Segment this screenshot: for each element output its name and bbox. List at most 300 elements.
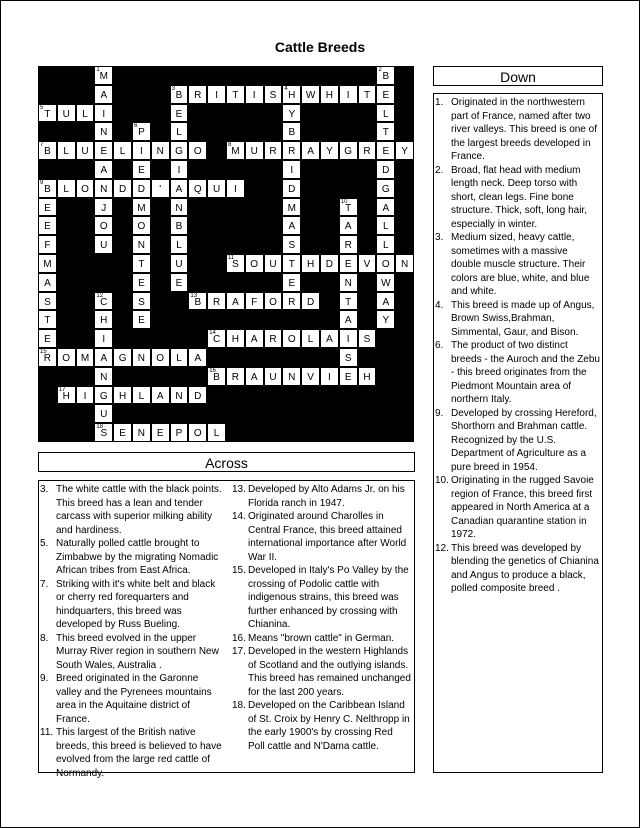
cell-letter: I xyxy=(290,165,294,176)
clue-number: 9 xyxy=(40,179,44,186)
clue-number: 2 xyxy=(378,67,382,73)
grid-cell[interactable] xyxy=(132,386,151,405)
grid-cell[interactable] xyxy=(301,85,320,104)
cell-letter: M xyxy=(287,202,296,214)
cell-letter: G xyxy=(344,146,353,158)
grid-cell[interactable] xyxy=(132,292,151,311)
cell-letter: B xyxy=(44,183,51,195)
grid-cell[interactable] xyxy=(245,85,264,104)
cell-letter: G xyxy=(99,390,108,402)
grid-cell[interactable] xyxy=(94,386,113,405)
grid-cell[interactable] xyxy=(376,292,395,311)
grid-cell[interactable] xyxy=(320,141,339,160)
grid-cell[interactable] xyxy=(282,367,301,386)
grid-cell[interactable] xyxy=(38,348,57,367)
cell-letter: B xyxy=(175,89,183,101)
clue-number: 3. xyxy=(435,232,444,243)
grid-cell[interactable] xyxy=(113,423,132,442)
clue-item xyxy=(232,699,412,753)
grid-cell[interactable] xyxy=(38,179,57,198)
grid-cell[interactable] xyxy=(132,122,151,141)
grid-cell[interactable] xyxy=(38,273,57,292)
grid-cell[interactable] xyxy=(132,216,151,235)
grid-cell[interactable] xyxy=(132,198,151,217)
clue-item xyxy=(232,510,412,564)
cell-letter: H xyxy=(306,259,315,270)
grid-cell[interactable] xyxy=(226,254,245,273)
grid-cell[interactable] xyxy=(94,104,113,123)
grid-cell[interactable] xyxy=(339,292,358,311)
clue-number: 8. xyxy=(40,632,49,644)
grid-cell[interactable] xyxy=(94,85,113,104)
grid-cell[interactable] xyxy=(170,273,189,292)
cell-letter: L xyxy=(119,146,126,158)
clue-number: 6. xyxy=(435,340,444,351)
grid-cell[interactable] xyxy=(94,348,113,367)
grid-cell[interactable] xyxy=(282,160,301,179)
grid-cell[interactable] xyxy=(358,329,377,348)
grid-cell[interactable] xyxy=(376,160,395,179)
cell-letter: U xyxy=(62,108,70,120)
grid-cell[interactable] xyxy=(226,292,245,311)
cell-letter: H xyxy=(288,89,296,101)
grid-cell[interactable] xyxy=(376,273,395,292)
grid-cell[interactable] xyxy=(170,141,189,160)
cell-letter: N xyxy=(100,371,108,383)
cell-letter: R xyxy=(344,240,352,252)
grid-cell[interactable] xyxy=(339,310,358,329)
cell-letter: T xyxy=(232,89,239,101)
cell-letter: S xyxy=(288,240,296,252)
clue-number: 14. xyxy=(232,511,246,522)
grid-cell[interactable] xyxy=(264,85,283,104)
grid-cell[interactable] xyxy=(245,329,264,348)
cell-letter: R xyxy=(212,296,221,308)
grid-cell[interactable] xyxy=(170,348,189,367)
grid-cell[interactable] xyxy=(395,254,414,273)
grid-cell[interactable] xyxy=(188,141,207,160)
grid-cell[interactable] xyxy=(132,254,151,273)
cell-letter: U xyxy=(250,146,258,158)
grid-cell[interactable] xyxy=(170,160,189,179)
cell-letter: I xyxy=(102,108,106,120)
cell-letter: O xyxy=(193,146,202,158)
grid-cell[interactable] xyxy=(94,141,113,160)
grid-cell[interactable] xyxy=(245,254,264,273)
cell-letter: N xyxy=(344,277,352,289)
cell-letter: I xyxy=(102,334,106,346)
grid-cell[interactable] xyxy=(301,254,320,273)
cell-letter: L xyxy=(307,334,314,346)
grid-cell[interactable] xyxy=(301,367,320,386)
cell-letter: N xyxy=(156,146,164,158)
clue-text: Originating in the rugged Savoie region of France, this breed first appeared in North America at a Canadian quarantine station in 1972. xyxy=(451,475,594,540)
cell-letter: D xyxy=(382,165,390,176)
grid-cell[interactable] xyxy=(113,179,132,198)
grid-cell[interactable] xyxy=(376,104,395,123)
grid-cell[interactable] xyxy=(339,85,358,104)
grid-cell[interactable] xyxy=(282,273,301,292)
grid-cell[interactable] xyxy=(94,292,113,311)
clue-number: 4. xyxy=(435,299,444,311)
grid-cell[interactable] xyxy=(76,386,95,405)
cell-letter: I xyxy=(252,89,256,101)
cell-letter: N xyxy=(100,183,108,195)
grid-cell[interactable] xyxy=(264,254,283,273)
cell-letter: L xyxy=(213,428,220,440)
cell-letter: O xyxy=(250,259,259,270)
grid-cell[interactable] xyxy=(282,216,301,235)
grid-cell[interactable] xyxy=(282,104,301,123)
grid-cell[interactable] xyxy=(57,104,76,123)
clue-number: 10. xyxy=(435,475,449,486)
clue-number: 5. xyxy=(40,538,49,549)
grid-cell[interactable] xyxy=(339,141,358,160)
across-clues-left xyxy=(40,483,225,780)
grid-cell[interactable] xyxy=(132,348,151,367)
grid-cell[interactable] xyxy=(226,329,245,348)
grid-cell[interactable] xyxy=(339,329,358,348)
grid-cell[interactable] xyxy=(339,254,358,273)
grid-cell[interactable] xyxy=(282,85,301,104)
clue-text: Breed originated in the Garonne valley and the Pyrenees mountains area in the Aquitaine district of France. xyxy=(56,673,212,725)
grid-cell[interactable] xyxy=(170,235,189,254)
grid-cell[interactable] xyxy=(76,104,95,123)
cell-letter: I xyxy=(346,89,350,101)
clue-number: 12 xyxy=(96,292,104,299)
crossword-grid xyxy=(38,66,414,442)
grid-cell[interactable] xyxy=(113,386,132,405)
grid-cell[interactable] xyxy=(151,348,170,367)
cell-letter: R xyxy=(43,353,52,364)
grid-cell[interactable] xyxy=(376,310,395,329)
cell-letter: A xyxy=(194,353,202,364)
grid-cell[interactable] xyxy=(282,292,301,311)
grid-cell[interactable] xyxy=(226,85,245,104)
clue-text: Means "brown cattle" in German. xyxy=(248,632,395,644)
grid-cell[interactable] xyxy=(38,310,57,329)
grid-cell[interactable] xyxy=(282,329,301,348)
grid-cell[interactable] xyxy=(376,66,395,85)
grid-cell[interactable] xyxy=(188,179,207,198)
cell-letter: A xyxy=(382,202,390,214)
clue-item xyxy=(435,339,600,407)
grid-cell[interactable] xyxy=(170,104,189,123)
grid-cell[interactable] xyxy=(282,179,301,198)
clue-number: 14 xyxy=(209,330,216,337)
grid-cell[interactable] xyxy=(264,141,283,160)
grid-cell[interactable] xyxy=(282,141,301,160)
cell-letter: U xyxy=(269,371,277,383)
grid-cell[interactable] xyxy=(376,85,395,104)
grid-cell[interactable] xyxy=(151,179,170,198)
grid-cell[interactable] xyxy=(376,235,395,254)
grid-cell[interactable] xyxy=(358,254,377,273)
grid-cell[interactable] xyxy=(207,292,226,311)
cell-letter: L xyxy=(383,221,389,233)
grid-cell[interactable] xyxy=(339,273,358,292)
grid-cell[interactable] xyxy=(264,329,283,348)
grid-cell[interactable] xyxy=(94,423,113,442)
clue-number: 9. xyxy=(435,407,444,419)
grid-cell[interactable] xyxy=(301,292,320,311)
grid-cell[interactable] xyxy=(94,66,113,85)
cell-letter: A xyxy=(250,371,258,383)
cell-letter: L xyxy=(383,240,389,252)
grid-cell[interactable] xyxy=(245,367,264,386)
grid-cell[interactable] xyxy=(320,329,339,348)
grid-cell[interactable] xyxy=(132,273,151,292)
grid-cell[interactable] xyxy=(207,367,226,386)
grid-cell[interactable] xyxy=(132,160,151,179)
grid-cell[interactable] xyxy=(301,329,320,348)
clue-item xyxy=(232,632,412,646)
clue-number: 13. xyxy=(232,484,246,495)
grid-cell[interactable] xyxy=(188,386,207,405)
cell-letter: O xyxy=(287,334,296,346)
grid-cell[interactable] xyxy=(170,122,189,141)
clue-number: 5 xyxy=(40,104,44,111)
clue-number: 18. xyxy=(232,700,246,711)
grid-cell[interactable] xyxy=(151,386,170,405)
clue-text: This breed evolved in the upper Murray River region in southern New South Wales, Australia . xyxy=(56,632,219,671)
grid-cell[interactable] xyxy=(132,179,151,198)
cell-letter: F xyxy=(44,240,51,252)
grid-cell[interactable] xyxy=(339,367,358,386)
grid-cell[interactable] xyxy=(282,122,301,141)
grid-cell[interactable] xyxy=(76,179,95,198)
cell-letter: D xyxy=(194,390,202,402)
grid-cell[interactable] xyxy=(339,216,358,235)
grid-cell[interactable] xyxy=(170,386,189,405)
cell-letter: C xyxy=(212,334,221,346)
grid-cell[interactable] xyxy=(358,85,377,104)
cell-letter: O xyxy=(99,221,108,233)
grid-cell[interactable] xyxy=(226,141,245,160)
clue-item xyxy=(40,632,225,673)
grid-cell[interactable] xyxy=(376,179,395,198)
grid-cell[interactable] xyxy=(282,254,301,273)
grid-cell[interactable] xyxy=(38,235,57,254)
grid-cell[interactable] xyxy=(339,235,358,254)
cell-letter: E xyxy=(138,277,145,289)
cell-letter: E xyxy=(44,334,51,346)
cell-letter: B xyxy=(175,221,183,233)
cell-letter: R xyxy=(269,146,277,158)
grid-cell[interactable] xyxy=(170,216,189,235)
clue-item xyxy=(435,231,600,299)
grid-cell[interactable] xyxy=(358,141,377,160)
grid-cell[interactable] xyxy=(94,329,113,348)
grid-cell[interactable] xyxy=(38,198,57,217)
clue-text: This breed is made up of Angus, Brown Swiss,Brahman, Simmental, Gaur, and Bison. xyxy=(451,299,595,338)
grid-cell[interactable] xyxy=(132,235,151,254)
grid-cell[interactable] xyxy=(57,386,76,405)
clue-text: The white cattle with the black points. This breed has a lean and tender carcass with superior milking ability and hardiness. xyxy=(56,484,222,536)
grid-cell[interactable] xyxy=(38,254,57,273)
grid-cell[interactable] xyxy=(76,141,95,160)
cell-letter: E xyxy=(344,259,352,270)
grid-cell[interactable] xyxy=(94,367,113,386)
cell-letter: T xyxy=(288,259,295,270)
cell-letter: A xyxy=(382,296,390,308)
cell-letter: B xyxy=(382,71,390,82)
cell-letter: U xyxy=(212,183,221,195)
grid-cell[interactable] xyxy=(245,292,264,311)
grid-cell[interactable] xyxy=(376,216,395,235)
grid-cell[interactable] xyxy=(38,104,57,123)
cell-letter: E xyxy=(44,202,51,214)
cell-letter: T xyxy=(44,108,51,120)
grid-cell[interactable] xyxy=(207,423,226,442)
grid-cell[interactable] xyxy=(170,254,189,273)
grid-cell[interactable] xyxy=(339,198,358,217)
clue-number: 11 xyxy=(228,255,235,261)
cell-letter: E xyxy=(119,428,126,440)
clue-number: 12. xyxy=(435,542,449,554)
grid-cell[interactable] xyxy=(170,423,189,442)
grid-cell[interactable] xyxy=(376,198,395,217)
cell-letter: E xyxy=(156,428,164,440)
clue-number: 1 xyxy=(96,67,100,73)
grid-cell[interactable] xyxy=(188,423,207,442)
clue-number: 7. xyxy=(40,578,49,590)
grid-cell[interactable] xyxy=(170,85,189,104)
grid-cell[interactable] xyxy=(207,85,226,104)
clue-number: 16 xyxy=(209,367,216,374)
grid-cell[interactable] xyxy=(151,423,170,442)
grid-cell[interactable] xyxy=(207,179,226,198)
clue-item xyxy=(435,407,600,475)
cell-letter: M xyxy=(99,71,108,82)
grid-cell[interactable] xyxy=(170,198,189,217)
cell-letter: H xyxy=(62,390,70,402)
clue-item xyxy=(435,164,600,232)
cell-letter: M xyxy=(43,259,52,270)
grid-cell[interactable] xyxy=(320,85,339,104)
grid-cell[interactable] xyxy=(170,179,189,198)
cell-letter: G xyxy=(381,183,390,195)
grid-cell[interactable] xyxy=(245,141,264,160)
across-heading: Across xyxy=(38,452,415,472)
grid-cell[interactable] xyxy=(132,310,151,329)
grid-cell[interactable] xyxy=(57,141,76,160)
grid-cell[interactable] xyxy=(38,329,57,348)
grid-cell[interactable] xyxy=(339,348,358,367)
grid-cell[interactable] xyxy=(76,348,95,367)
cell-letter: R xyxy=(363,146,371,158)
grid-cell[interactable] xyxy=(132,141,151,160)
clue-text: Developed by crossing Hereford, Shorthorn and Brahman cattle. Recognized by the U.S. Department of Agriculture as a pure breed in 1954. xyxy=(451,407,597,473)
cell-letter: A xyxy=(100,165,108,176)
cell-letter: N xyxy=(175,202,183,214)
cell-letter: N xyxy=(288,371,296,383)
clue-item xyxy=(40,578,225,632)
grid-cell[interactable] xyxy=(320,254,339,273)
grid-cell[interactable] xyxy=(151,141,170,160)
grid-cell[interactable] xyxy=(94,404,113,423)
grid-cell[interactable] xyxy=(113,141,132,160)
grid-cell[interactable] xyxy=(301,141,320,160)
cell-letter: D xyxy=(137,183,146,195)
cell-letter: A xyxy=(307,146,314,158)
cell-letter: Y xyxy=(401,146,408,158)
grid-cell[interactable] xyxy=(94,160,113,179)
grid-cell[interactable] xyxy=(94,235,113,254)
grid-cell[interactable] xyxy=(113,348,132,367)
grid-cell[interactable] xyxy=(264,292,283,311)
grid-cell[interactable] xyxy=(132,423,151,442)
cell-letter: L xyxy=(82,108,88,120)
grid-cell[interactable] xyxy=(94,216,113,235)
cell-letter: T xyxy=(382,127,389,139)
cell-letter: N xyxy=(175,390,183,402)
grid-cell[interactable] xyxy=(94,198,113,217)
grid-cell[interactable] xyxy=(320,367,339,386)
grid-cell[interactable] xyxy=(376,122,395,141)
cell-letter: B xyxy=(44,146,51,158)
cell-letter: E xyxy=(44,221,51,233)
cell-letter: A xyxy=(100,353,108,364)
cell-letter: E xyxy=(344,371,352,383)
grid-cell[interactable] xyxy=(226,367,245,386)
cell-letter: N xyxy=(137,353,146,364)
grid-cell[interactable] xyxy=(188,292,207,311)
grid-cell[interactable] xyxy=(358,367,377,386)
cell-letter: O xyxy=(81,183,89,195)
grid-cell[interactable] xyxy=(188,348,207,367)
grid-cell[interactable] xyxy=(376,254,395,273)
cell-letter: I xyxy=(328,371,331,383)
clue-item xyxy=(40,672,225,726)
grid-cell[interactable] xyxy=(38,292,57,311)
grid-cell[interactable] xyxy=(395,141,414,160)
clue-number: 4 xyxy=(284,85,288,92)
grid-cell[interactable] xyxy=(282,235,301,254)
grid-cell[interactable] xyxy=(38,141,57,160)
page-title: Cattle Breeds xyxy=(274,39,366,55)
clue-text: Developed in Italy's Po Valley by the crossing of Podolic cattle with indigenous strains, this breed was further enhanced by crossing with Chianina. xyxy=(248,565,409,630)
clue-text: Developed by Alto Adams Jr. on his Florida ranch in 1947. xyxy=(248,484,405,509)
grid-cell[interactable] xyxy=(282,198,301,217)
cell-letter: E xyxy=(138,165,145,176)
cell-letter: M xyxy=(80,353,90,364)
grid-cell[interactable] xyxy=(376,141,395,160)
clue-text: Medium sized, heavy cattle, sometimes with a massive double muscle structure. Their colors are blue, white, and blue and white. xyxy=(451,232,590,297)
grid-cell[interactable] xyxy=(57,179,76,198)
clue-item xyxy=(435,96,600,164)
cell-letter: S xyxy=(344,353,352,364)
clue-number: 7 xyxy=(40,142,44,149)
grid-cell[interactable] xyxy=(207,329,226,348)
cell-letter: R xyxy=(269,334,277,346)
cell-letter: R xyxy=(288,296,296,308)
cell-letter: E xyxy=(175,277,183,289)
grid-cell[interactable] xyxy=(38,216,57,235)
cell-letter: S xyxy=(44,296,51,308)
grid-cell[interactable] xyxy=(226,179,245,198)
grid-cell[interactable] xyxy=(264,367,283,386)
cell-letter: B xyxy=(213,371,220,383)
grid-cell[interactable] xyxy=(188,85,207,104)
grid-cell[interactable] xyxy=(94,179,113,198)
grid-cell[interactable] xyxy=(57,348,76,367)
cell-letter: R xyxy=(194,89,202,101)
cell-letter: O xyxy=(269,296,277,308)
grid-cell[interactable] xyxy=(94,122,113,141)
grid-cell[interactable] xyxy=(94,310,113,329)
cell-letter: I xyxy=(177,165,181,176)
